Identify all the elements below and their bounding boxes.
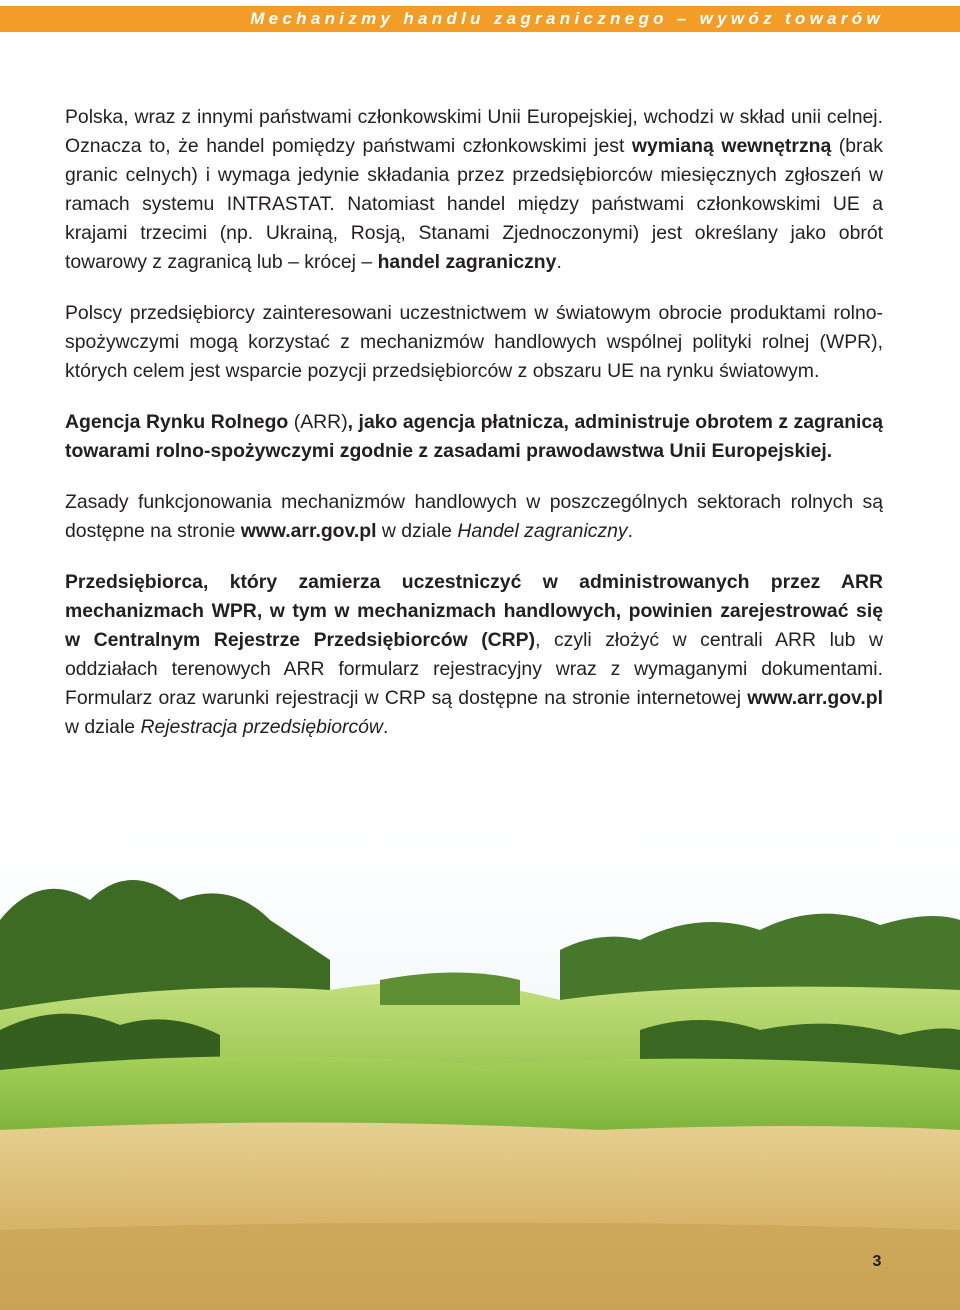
text-run: Zasady funkcjonowania mechanizmów handlowych w poszczególnych sektorach rolnych są dostępne na stronie — [65, 491, 883, 542]
text-run: , czyli złożyć w centrali ARR lub w oddziałach terenowych ARR formularz rejestracyjny wraz z wymaganymi dokumentami. Formularz oraz warunki rejestracji w CRP są dostępne na stronie internetowej — [65, 629, 884, 709]
text-run: Polscy przedsiębiorcy zainteresowani uczestnictwem w światowym obrocie produktami rolno-spożywczymi mogą korzystać z mechanizmów handlowych wspólnej polityki rolnej (WPR), których celem jest wsparcie pozycji przedsiębiorców z obszaru UE na rynku światowym. — [65, 302, 883, 382]
text-run: (brak granic celnych) i wymaga jedynie składania przez przedsiębiorców miesięcznych zgłoszeń w ramach systemu INTRASTAT. Natomiast handel między państwami członkowskimi UE a krajami trzecimi (np. Ukrainą, Rosją, Stanami Zjednoczonymi) jest określany jako obrót towarowy z zagranicą lub – krócej – — [65, 135, 883, 273]
bold-text: handel zagraniczny — [377, 251, 557, 273]
header-bar — [0, 6, 960, 32]
italic-text: Rejestracja przedsiębiorców — [140, 716, 383, 738]
website-link[interactable]: www.arr.gov.pl — [747, 687, 883, 709]
text-run: . — [382, 716, 389, 738]
text-run: w dziale — [65, 716, 141, 738]
paragraph-crp-registration — [65, 568, 883, 742]
text-run: w dziale — [376, 520, 458, 542]
landscape-photo — [0, 830, 960, 1310]
header-title: Mechanizmy handlu zagranicznego – wywóz towarów — [250, 9, 884, 28]
paragraph-arr-agency — [65, 408, 883, 466]
paragraph-customs-union — [65, 103, 883, 277]
bold-text: wymianą wewnętrzną — [631, 135, 832, 157]
article-body — [65, 103, 883, 764]
text-run: . — [556, 251, 562, 273]
text-run: Polska, wraz z innymi państwami członkowskimi Unii Europejskiej, wchodzi w skład unii celnej. Oznacza to, że handel pomiędzy państwami członkowskimi jest — [65, 106, 883, 157]
bold-text: , jako agencja płatnicza, administruje obrotem z zagranicą towarami rolno-spożywczymi zgodnie z zasadami prawodawstwa Unii Europejskiej. — [65, 411, 883, 462]
text-run: . — [627, 520, 634, 542]
website-link[interactable]: www.arr.gov.pl — [240, 520, 377, 542]
paragraph-polish-entrepreneurs — [65, 299, 883, 386]
bold-text: Przedsiębiorca, który zamierza uczestniczyć w administrowanych przez ARR mechanizmach WPR, w tym w mechanizmach handlowych, powinien zarejestrować się w Centralnym Rejestrze Przedsiębiorców (CRP) — [65, 571, 883, 651]
text-run: (ARR) — [288, 411, 348, 433]
page-number: 3 — [872, 1253, 882, 1270]
bold-text: Agencja Rynku Rolnego — [65, 411, 289, 433]
italic-text: Handel zagraniczny — [457, 520, 628, 542]
paragraph-trade-rules — [65, 488, 883, 546]
